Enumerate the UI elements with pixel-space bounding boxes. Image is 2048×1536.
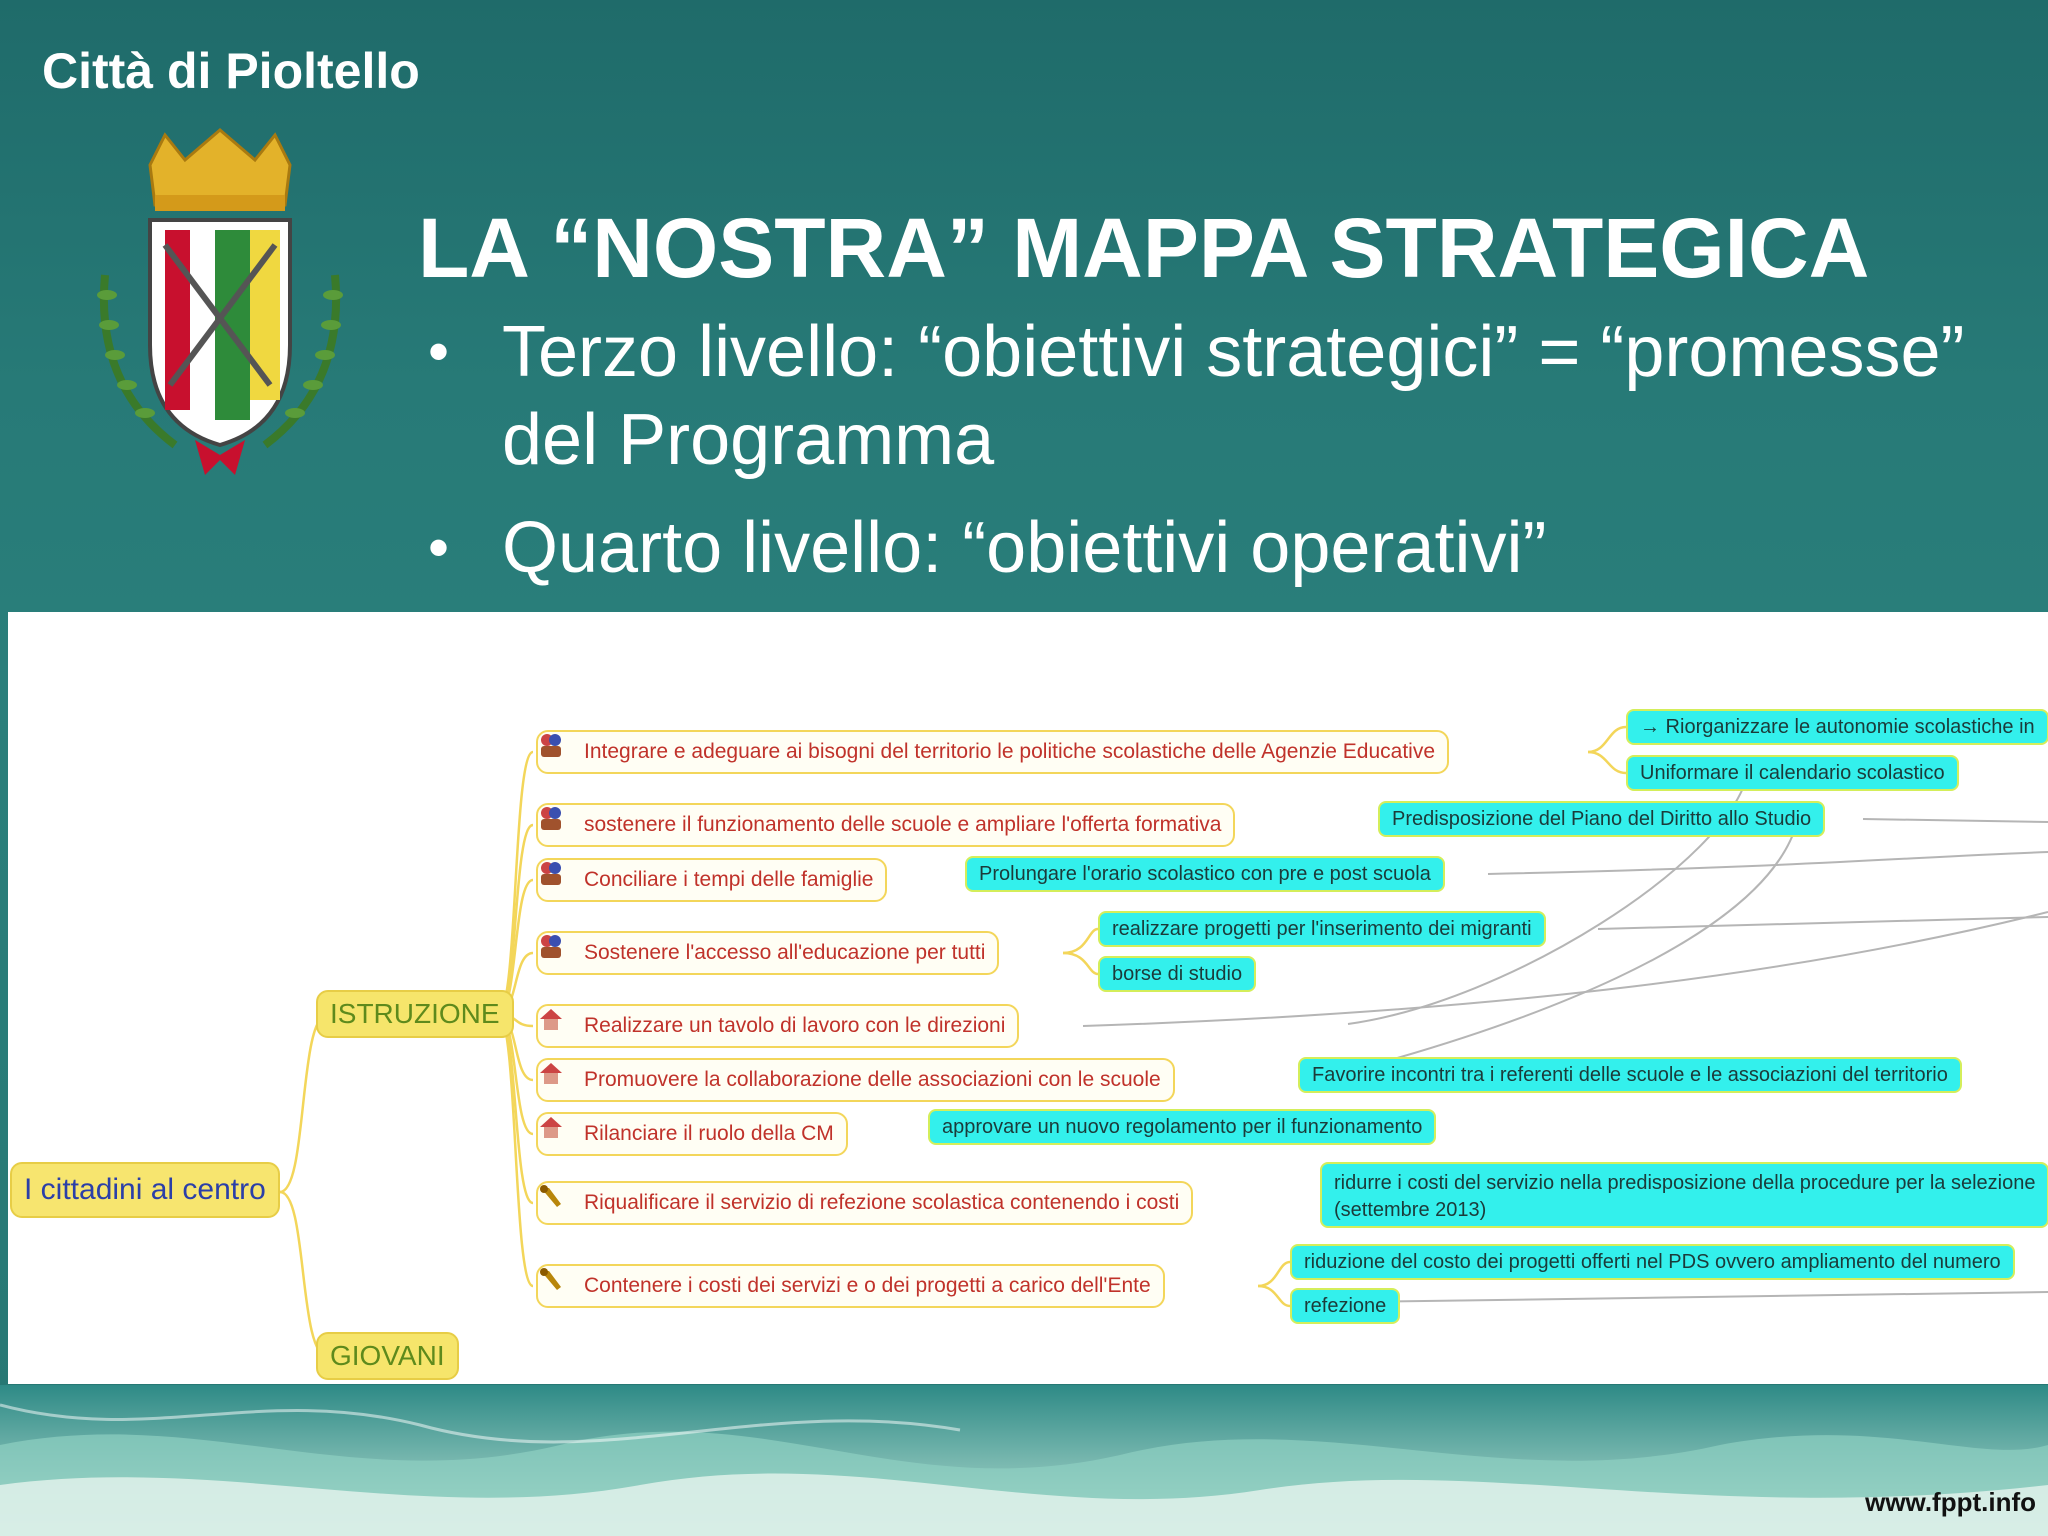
- bullet-list: [420, 308, 2048, 612]
- operative-objective[interactable]: [1320, 1162, 2048, 1228]
- objective-label: Conciliare i tempi delle famiglie: [584, 868, 874, 891]
- operative-line: ridurre i costi del servizio nella predisposizione della procedure per la selezione: [1334, 1172, 2036, 1194]
- objective-label: Rilanciare il ruolo della CM: [584, 1122, 834, 1145]
- decorative-wave-background: [0, 1385, 2048, 1536]
- operative-objective[interactable]: → Riorganizzare le autonomie scolastiche in: [1626, 709, 2048, 745]
- footer-site-link[interactable]: www.fppt.info: [1865, 1487, 2036, 1517]
- operative-objective[interactable]: approvare un nuovo regolamento per il funzionamento: [928, 1109, 1436, 1145]
- house-icon: [550, 1067, 576, 1093]
- people-icon: [550, 812, 576, 838]
- house-icon: [550, 1013, 576, 1039]
- bullet-text: Quarto livello: “obiettivi operativi”: [502, 508, 1547, 588]
- operative-objective[interactable]: borse di studio: [1098, 956, 1256, 992]
- coat-of-arms-icon: [95, 125, 345, 485]
- people-icon: [550, 739, 576, 765]
- tool-icon: [550, 1273, 576, 1299]
- objective-node[interactable]: [536, 1264, 1165, 1308]
- objective-label: Realizzare un tavolo di lavoro con le direzioni: [584, 1014, 1006, 1037]
- objective-label: Integrare e adeguare ai bisogni del territorio le politiche scolastiche delle Agenzie Educative: [584, 740, 1436, 763]
- operative-objective[interactable]: realizzare progetti per l'inserimento dei migranti: [1098, 911, 1546, 947]
- bullet-icon: •: [428, 318, 450, 385]
- objective-node[interactable]: [536, 803, 1235, 847]
- objective-label: Riqualificare il servizio di refezione scolastica contenendo i costi: [584, 1191, 1180, 1214]
- bullet-item: [420, 308, 2048, 484]
- bullet-item: [420, 504, 2048, 592]
- operative-objective[interactable]: Favorire incontri tra i referenti delle scuole e le associazioni del territorio: [1298, 1057, 1962, 1093]
- map-root-node[interactable]: I cittadini al centro: [10, 1162, 280, 1218]
- slide-title: LA “NOSTRA” MAPPA STRATEGICA: [418, 201, 1870, 295]
- category-giovani[interactable]: GIOVANI: [316, 1332, 459, 1380]
- operative-objective[interactable]: Predisposizione del Piano del Diritto allo Studio: [1378, 801, 1825, 837]
- objective-node[interactable]: [536, 730, 1449, 774]
- mind-map: [8, 612, 2048, 1384]
- operative-line: (settembre 2013): [1334, 1199, 1487, 1221]
- tool-icon: [550, 1190, 576, 1216]
- objective-node[interactable]: [536, 1181, 1193, 1225]
- objective-label: Sostenere l'accesso all'educazione per tutti: [584, 941, 986, 964]
- objective-node[interactable]: [536, 1004, 1019, 1048]
- objective-label: Promuovere la collaborazione delle associazioni con le scuole: [584, 1068, 1161, 1091]
- city-name: Città di Pioltello: [42, 43, 420, 99]
- objective-node[interactable]: [536, 1112, 848, 1156]
- category-istruzione[interactable]: ISTRUZIONE: [316, 990, 514, 1038]
- objective-label: sostenere il funzionamento delle scuole e ampliare l'offerta formativa: [584, 813, 1222, 836]
- bullet-icon: •: [428, 514, 450, 581]
- operative-objective[interactable]: Prolungare l'orario scolastico con pre e post scuola: [965, 856, 1445, 892]
- objective-node[interactable]: [536, 1058, 1175, 1102]
- objective-label: Contenere i costi dei servizi e o dei progetti a carico dell'Ente: [584, 1274, 1151, 1297]
- house-icon: [550, 1121, 576, 1147]
- objective-node[interactable]: [536, 931, 999, 975]
- objective-node[interactable]: [536, 858, 887, 902]
- operative-objective[interactable]: refezione: [1290, 1288, 1400, 1324]
- operative-objective[interactable]: Uniformare il calendario scolastico: [1626, 755, 1959, 791]
- operative-objective[interactable]: riduzione del costo dei progetti offerti nel PDS ovvero ampliamento del numero: [1290, 1244, 2015, 1280]
- bullet-text: Terzo livello: “obiettivi strategici” = “promesse” del Programma: [502, 312, 1965, 480]
- people-icon: [550, 867, 576, 893]
- people-icon: [550, 940, 576, 966]
